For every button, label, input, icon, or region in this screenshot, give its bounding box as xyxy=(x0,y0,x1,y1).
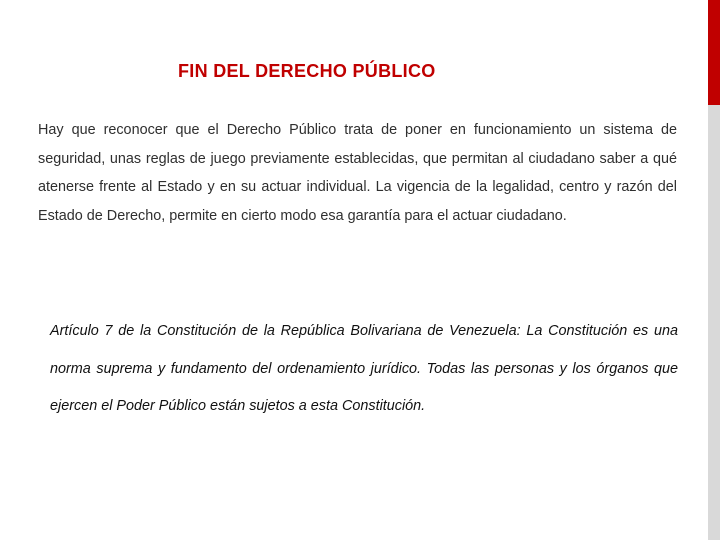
side-bar xyxy=(708,0,720,540)
article-quote: Artículo 7 de la Constitución de la República Bolivariana de Venezuela: La Constitución es una norma suprema y fundamento del ordenamiento jurídico. Todas las personas y los órganos que ejercen el Poder Público están sujetos a esta Constitución. xyxy=(50,323,678,414)
side-bar-accent xyxy=(708,0,720,105)
slide-title: FIN DEL DERECHO PÚBLICO xyxy=(178,61,436,81)
body-paragraph: Hay que reconocer que el Derecho Público trata de poner en funcionamiento un sistema de seguridad, unas reglas de juego previamente establecidas, que permitan al ciudadano saber a qué atenerse frente al Estado y en su actuar individual. La vigencia de la legalidad, centro y razón del Estado de Derecho, permite en cierto modo esa garantía para el actuar ciudadano. xyxy=(38,122,677,224)
